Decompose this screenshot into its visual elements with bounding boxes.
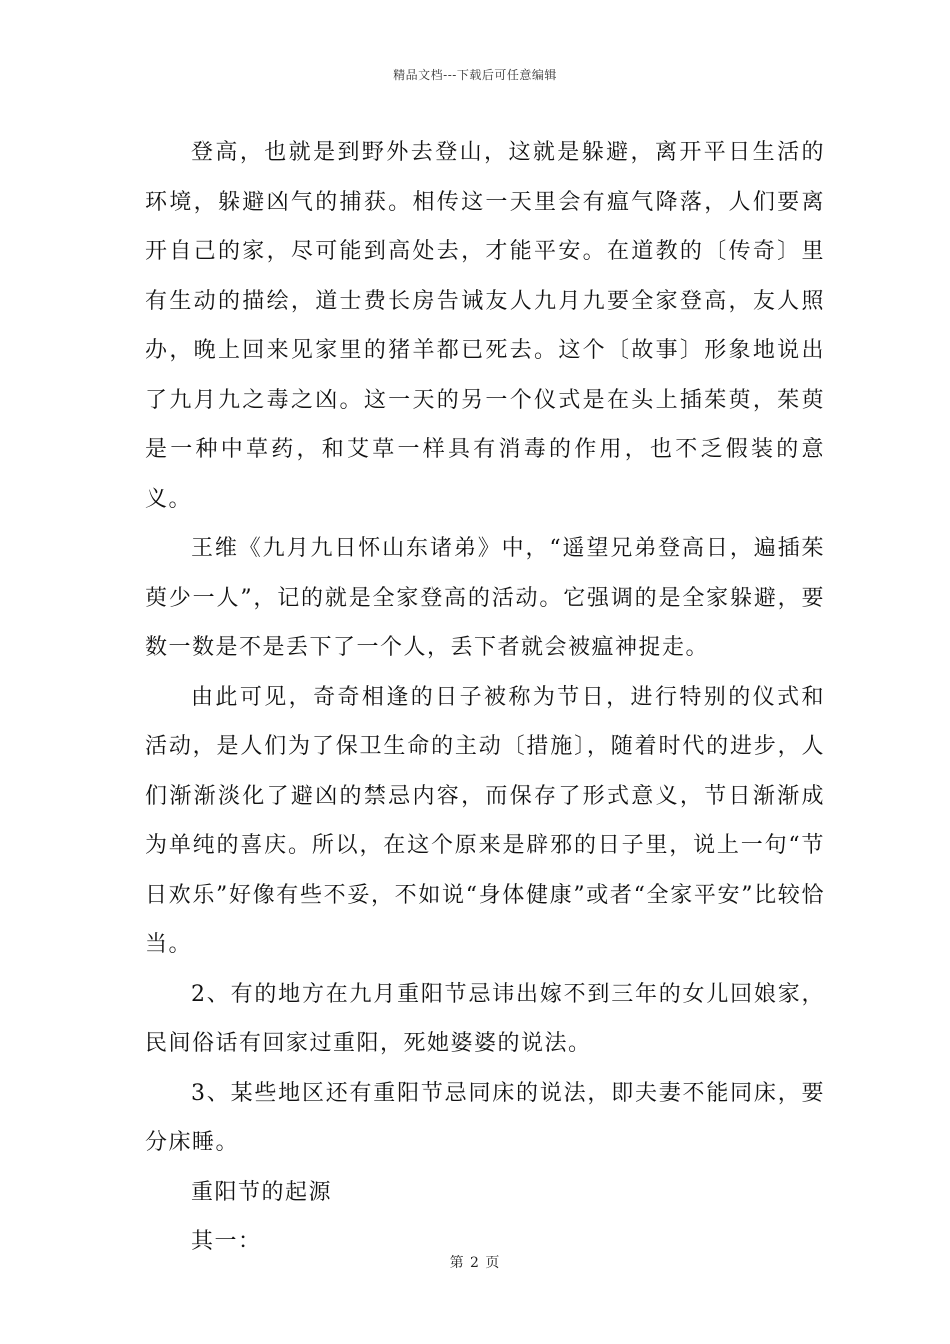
page-number: 第 2 页	[449, 1255, 501, 1271]
paragraph-custom-2: 2、有的地方在九月重阳节忌讳出嫁不到三年的女儿回娘家，民间俗话有回家过重阳，死她婆婆的说法。	[145, 981, 825, 1056]
page-header: 精品文档---下载后可任意编辑	[393, 68, 557, 82]
paragraph-conclusion: 由此可见，奇奇相逢的日子被称为节日，进行特别的仪式和活动，是人们为了保卫生命的主动〔措施〕，随着时代的进步，人们渐渐淡化了避凶的禁忌内容，而保存了形式意义，节日渐渐成为单纯的喜庆。所以，在这个原来是辟邪的日子里，说上一句“节日欢乐”好像有些不妥，不如说“身体健康”或者“全家平安”比较恰当。	[145, 684, 825, 957]
paragraph-first-origin: 其一：	[191, 1229, 262, 1254]
section-heading-origin: 重阳节的起源	[191, 1179, 333, 1205]
paragraph-custom-3: 3、某些地区还有重阳节忌同床的说法，即夫妻不能同床，要分床睡。	[145, 1080, 825, 1155]
paragraph-wangwei-poem: 王维《九月九日怀山东诸弟》中，“遥望兄弟登高日，遍插茱萸少一人”，记的就是全家登高的活动。它强调的是全家躲避，要数一数是不是丢下了一个人，丢下者就会被瘟神捉走。	[145, 536, 825, 660]
document-body	[145, 128, 825, 1267]
paragraph-climbing: 登高，也就是到野外去登山，这就是躲避，离开平日生活的环境，躲避凶气的捕获。相传这一天里会有瘟气降落，人们要离开自己的家，尽可能到高处去，才能平安。在道教的〔传奇〕里有生动的描绘，道士费长房告诫友人九月九要全家登高，友人照办，晚上回来见家里的猪羊都已死去。这个〔故事〕形象地说出了九月九之毒之凶。这一天的另一个仪式是在头上插茱萸，茱萸是一种中草药，和艾草一样具有消毒的作用，也不乏假装的意义。	[145, 140, 825, 512]
